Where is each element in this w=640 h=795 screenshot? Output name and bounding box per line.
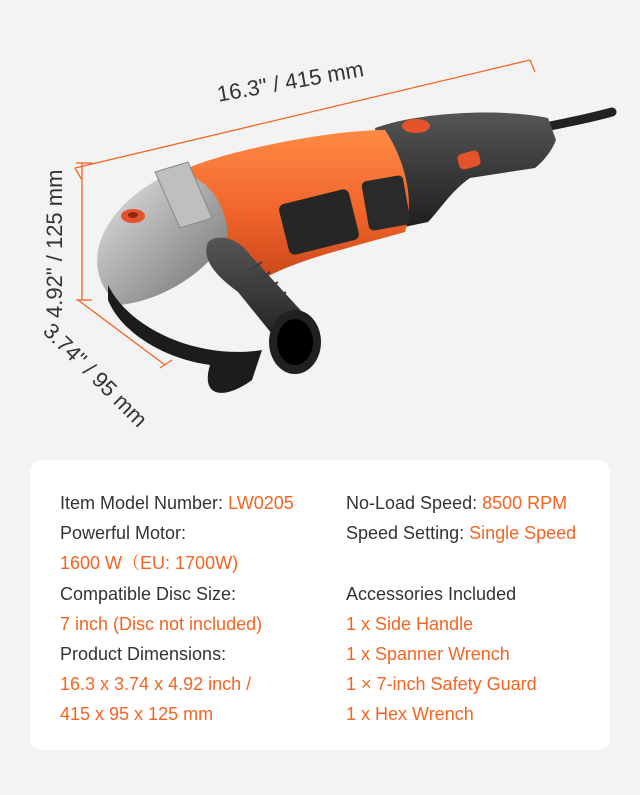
disc-size-label: Compatible Disc Size:: [60, 583, 237, 604]
spec-card: [30, 460, 610, 750]
accessories-label: Accessories Included: [346, 583, 517, 604]
motor-label: Powerful Motor:: [60, 523, 187, 544]
product-dimensions-label: Product Dimensions:: [60, 644, 227, 665]
speed-setting-value: Single Speed: [469, 523, 577, 544]
accessory-item: 1 × 7-inch Safety Guard: [346, 674, 537, 695]
motor-value: 1600 W（EU: 1700W): [60, 553, 239, 574]
no-load-speed-line: [346, 488, 576, 518]
accessory-item: 1 x Side Handle: [346, 613, 474, 634]
product-dimensions-mm: 415 x 95 x 125 mm: [60, 704, 214, 725]
model-number-label: Item Model Number:: [60, 493, 229, 513]
model-number-line: [60, 488, 294, 518]
disc-size-value: 7 inch (Disc not included): [60, 613, 263, 634]
no-load-speed-label: No-Load Speed:: [346, 493, 483, 513]
speed-setting-label: Speed Setting:: [346, 523, 470, 544]
spec-column-right: [346, 488, 576, 730]
no-load-speed-value: 8500 RPM: [482, 493, 568, 513]
spec-column-left: [60, 488, 294, 730]
accessory-item: 1 x Spanner Wrench: [346, 644, 510, 665]
speed-setting-line: [346, 518, 576, 548]
model-number-value: LW0205: [228, 493, 294, 513]
length-dimension-label: 16.3" / 415 mm: [215, 56, 366, 107]
height-dimension-label: 4.92" / 125 mm: [42, 169, 67, 318]
accessory-item: 1 x Hex Wrench: [346, 704, 474, 725]
width-dimension-label: 3.74" / 95 mm: [38, 318, 153, 432]
product-dimensions-inch: 16.3 x 3.74 x 4.92 inch /: [60, 674, 252, 695]
